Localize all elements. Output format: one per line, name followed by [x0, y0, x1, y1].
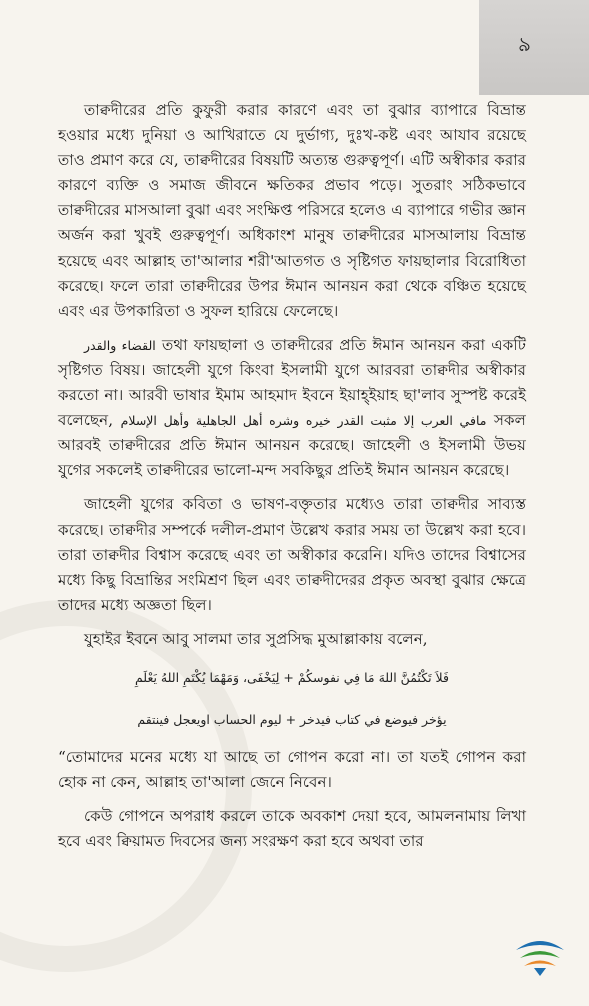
verse-line-1: فَلاَ تَكْتُمُنَّ اللهَ مَا فِي نفوسكُمْ + لِيَخْفَى، وَمَهْمَا يُكْتَمِ اللهُ يَعْلَمِ [134, 669, 449, 685]
paragraph-p1 [58, 98, 526, 324]
paragraph-text: তাক্বদীরের প্রতি কুফুরী করার কারণে এবং তা বুঝার ব্যাপারে বিভ্রান্ত হওয়ার মধ্যে দুনিয়া ও আখিরাতে যে দুর্ভাগ্য, দুঃখ-কষ্ট এবং আযাব রয়েছে তাও প্রমাণ করে যে, তাক্বদীরের বিষয়টি অত্যন্ত গুরুত্বপূর্ণ। এটি অস্বীকার করার কারণে ব্যক্তি ও সমাজ জীবনে ক্ষতিকর প্রভাব পড়ে। সুতরাং সঠিকভাবে তাক্বদীরের মাসআলা বুঝা এবং সংক্ষিপ্ত পরিসরে হলেও এ ব্যাপারে গভীর জ্ঞান অর্জন করা খুবই গুরুত্বপূর্ণ। অধিকাংশ মানুষ তাক্বদীরের মাসআলায় বিভ্রান্ত হয়েছে এবং আল্লাহ তা'আলার শরী'আতগত ও সৃষ্টিগত ফায়ছালার বিরোধিতা করেছে। ফলে তারা তাক্বদীরের উপর ঈমান আনয়ন করা থেকে বঞ্চিত হয়েছে এবং এর উপকারিতা ও সুফল হারিয়ে ফেলেছে। [58, 101, 526, 320]
paragraphs-bottom [58, 745, 526, 854]
paragraph-text: তথা ফায়ছালা ও তাক্বদীরের প্রতি ঈমান আনয়ন করা একটি সৃষ্টিগত বিষয়। জাহেলী যুগে কিংবা ইসলামী যুগে আরবরা তাক্বদীর অস্বীকার করতো না। আরবী ভাষার ইমাম আহমাদ ইবনে ইয়াহ্ইয়াহ ছা'লাব সুস্পষ্ট করেই বলেছেন, [58, 335, 526, 430]
paragraph-p2 [58, 333, 526, 484]
paragraph-text: জাহেলী যুগের কবিতা ও ভাষণ-বক্তৃতার মধ্যেও তারা তাক্বদীর সাব্যস্ত করেছে। তাক্বদীর সম্পর্কে দলীল-প্রমাণ উল্লেখ করার সময় তা উল্লেখ করা হবে। তারা তাক্বদীর বিশ্বাস করেছে এবং তা অস্বীকার করেনি। যদিও তাদের বিশ্বাসের মধ্যে কিছু বিভ্রান্তির সংমিশ্রণ ছিল এবং তাক্বদীদেরর প্রকৃত অবস্থা বুঝার ক্ষেত্রে তাদের মধ্যে অজ্ঞতা ছিল। [58, 495, 526, 614]
paragraph-p4 [58, 627, 526, 652]
arabic-quote: القضاء والقدر [84, 337, 156, 353]
page-number: ৯ [518, 32, 531, 56]
paragraph-p6 [58, 804, 526, 854]
paragraph-text: যুহাইর ইবনে আবু সালমা তার সুপ্রসিদ্ধ মুআল্লাকায় বলেন, [84, 629, 428, 648]
arabic-quote: مافي العرب إلا مثبت القدر خيره وشره أهل الجاهلية وأهل الإسلام [120, 413, 487, 429]
paragraph-p3 [58, 492, 526, 617]
paragraph-p5 [58, 745, 526, 795]
publisher-logo-icon [512, 930, 568, 980]
paragraph-text: “তোমাদের মনের মধ্যে যা আছে তা গোপন করো না। তা যতই গোপন করা হোক না কেন, আল্লাহ তা'আলা জেনে নিবেন। [58, 747, 526, 792]
paragraph-text: কেউ গোপনে অপরাধ করলে তাকে অবকাশ দেয়া হবে, আমলনামায় লিখা হবে এবং ক্বিয়ামত দিবসের জন্য সংরক্ষণ করা হবে অথবা তার [58, 807, 526, 851]
page-number-tab [479, 0, 589, 95]
paragraphs-top [58, 98, 526, 652]
verse-line-2: يؤخر فيوضع في كتاب فيدخر + ليوم الحساب اويعجل فينتقم [137, 711, 447, 727]
body-text [58, 98, 526, 863]
paragraph-text: সকল আরবই তাক্বদীরের প্রতি ঈমান আনয়ন করেছে। জাহেলী ও ইসলামী উভয় যুগের সকলেই তাক্বদীরের ভালো-মন্দ সবকিছুর প্রতিই ঈমান আনয়ন করেছে। [58, 411, 526, 480]
